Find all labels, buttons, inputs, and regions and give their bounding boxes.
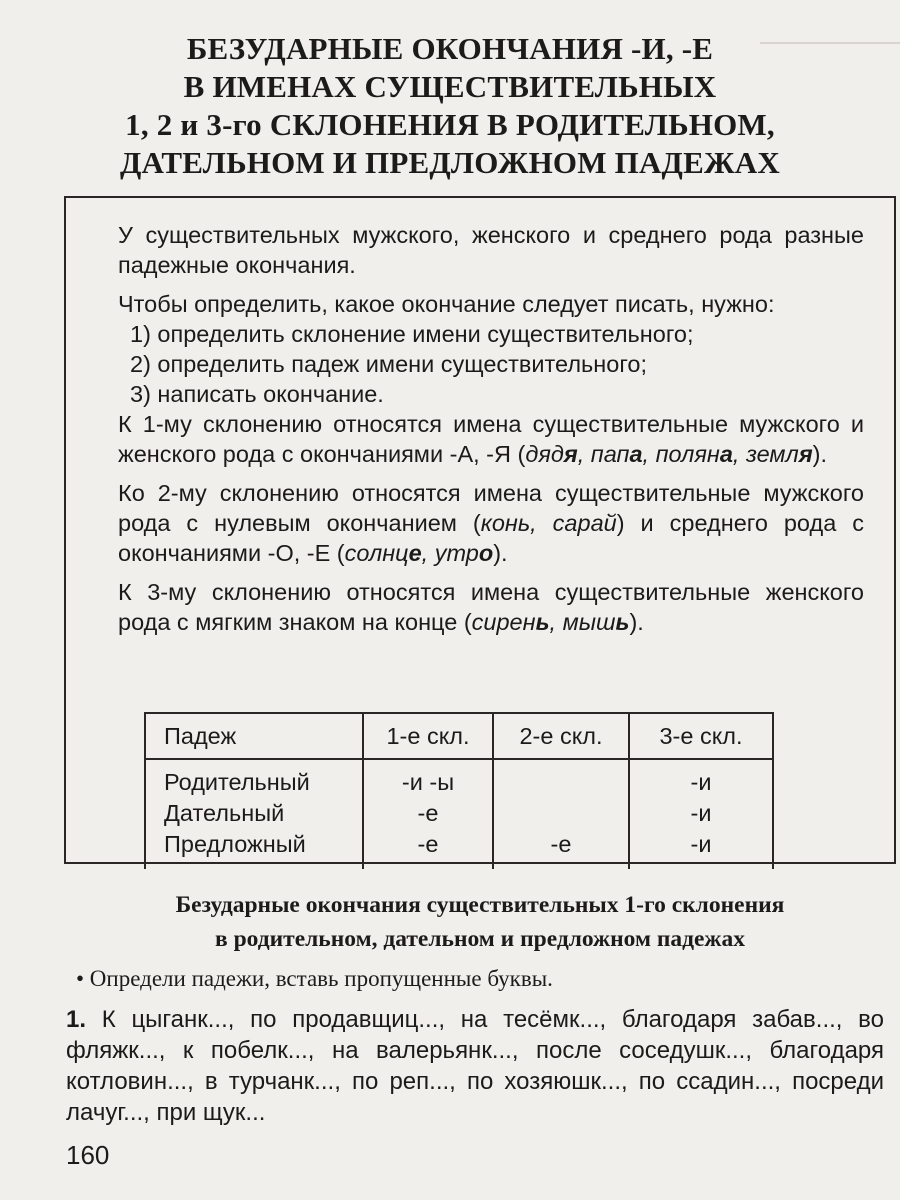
- exercise-text: К цыганк..., по продавщиц..., на тесёмк..., благодаря забав..., во фляжк..., к побелк..., на валерьянк..., после соседушк..., благодаря котловин..., в турчанк..., по реп..., по хозяюшк..., по ссадин..., посреди лачуг..., при щук...: [66, 1006, 884, 1126]
- table-row: [145, 759, 773, 869]
- rule-first-declension: К 1-му склонению относятся имена существительные мужского и женского рода с окончаниями -А, -Я (дядя, папа, поляна, земля).: [118, 411, 864, 467]
- title-line-4: ДАТЕЛЬНОМ И ПРЕДЛОЖНОМ ПАДЕЖАХ: [120, 145, 780, 180]
- page-title: [80, 30, 820, 182]
- ending-cell: -и -ы: [401, 769, 455, 795]
- exercise-number: 1.: [66, 1006, 87, 1033]
- rule-step: 1) определить склонение имени существительного;: [130, 321, 694, 347]
- table-header-decl-2: 2-е скл.: [493, 713, 629, 759]
- table-header-decl-3: 3-е скл.: [629, 713, 773, 759]
- title-line-3: СКЛОНЕНИЯ В РОДИТЕЛЬНОМ,: [269, 107, 775, 142]
- table-column-decl-2: [493, 759, 629, 869]
- rule-paragraph-1: У существительных мужского, женского и среднего рода разные падежные окончания.: [118, 222, 864, 278]
- rule-second-declension: Ко 2-му склонению относятся имена существительные мужского рода с нулевым окончанием (конь, сарай) и среднего рода с окончаниями -О, -Е (солнце, утро).: [118, 480, 864, 566]
- exercise-1: [66, 1004, 884, 1128]
- case-genitive: Родительный: [164, 769, 310, 795]
- case-prepositional: Предложный: [164, 831, 306, 857]
- table-column-cases: [145, 759, 363, 869]
- rule-step: 2) определить падеж имени существительного;: [130, 351, 647, 377]
- title-line-3-prefix: 1, 2 и 3-го: [125, 107, 270, 142]
- case-dative: Дательный: [164, 800, 285, 826]
- ending-cell: [494, 798, 628, 829]
- table-column-decl-3: [629, 759, 773, 869]
- page-number: 160: [66, 1140, 110, 1170]
- rule-step: 3) написать окончание.: [130, 381, 384, 407]
- ending-cell: -и: [690, 831, 712, 857]
- rule-third-declension: К 3-му склонению относятся имена существительные женского рода с мягким знаком на конце (сирень, мышь).: [118, 579, 864, 635]
- table-header-case: Падеж: [145, 713, 363, 759]
- table-column-decl-1: [363, 759, 493, 869]
- ending-cell: [494, 767, 628, 798]
- task-instruction: • Определи падежи, вставь пропущенные буквы.: [76, 966, 553, 991]
- table-header-decl-1: 1-е скл.: [363, 713, 493, 759]
- section-heading-line-1: Безударные окончания существительных 1-го склонения: [175, 892, 785, 918]
- ending-cell: -е: [417, 831, 439, 857]
- table-header-row: [145, 713, 773, 759]
- section-heading: [80, 888, 880, 956]
- ending-cell: -е: [417, 800, 439, 826]
- section-heading-line-2: в родительном, дательном и предложном падежах: [215, 926, 745, 952]
- title-line-2: В ИМЕНАХ СУЩЕСТВИТЕЛЬНЫХ: [183, 69, 717, 104]
- declension-table: [144, 712, 774, 869]
- title-line-1: БЕЗУДАРНЫЕ ОКОНЧАНИЯ -И, -Е: [186, 31, 714, 66]
- ending-cell: -е: [550, 831, 572, 857]
- ending-cell: -и: [690, 800, 712, 826]
- rule-paragraph-2: Чтобы определить, какое окончание следует писать, нужно:: [118, 291, 775, 317]
- ending-cell: -и: [690, 769, 712, 795]
